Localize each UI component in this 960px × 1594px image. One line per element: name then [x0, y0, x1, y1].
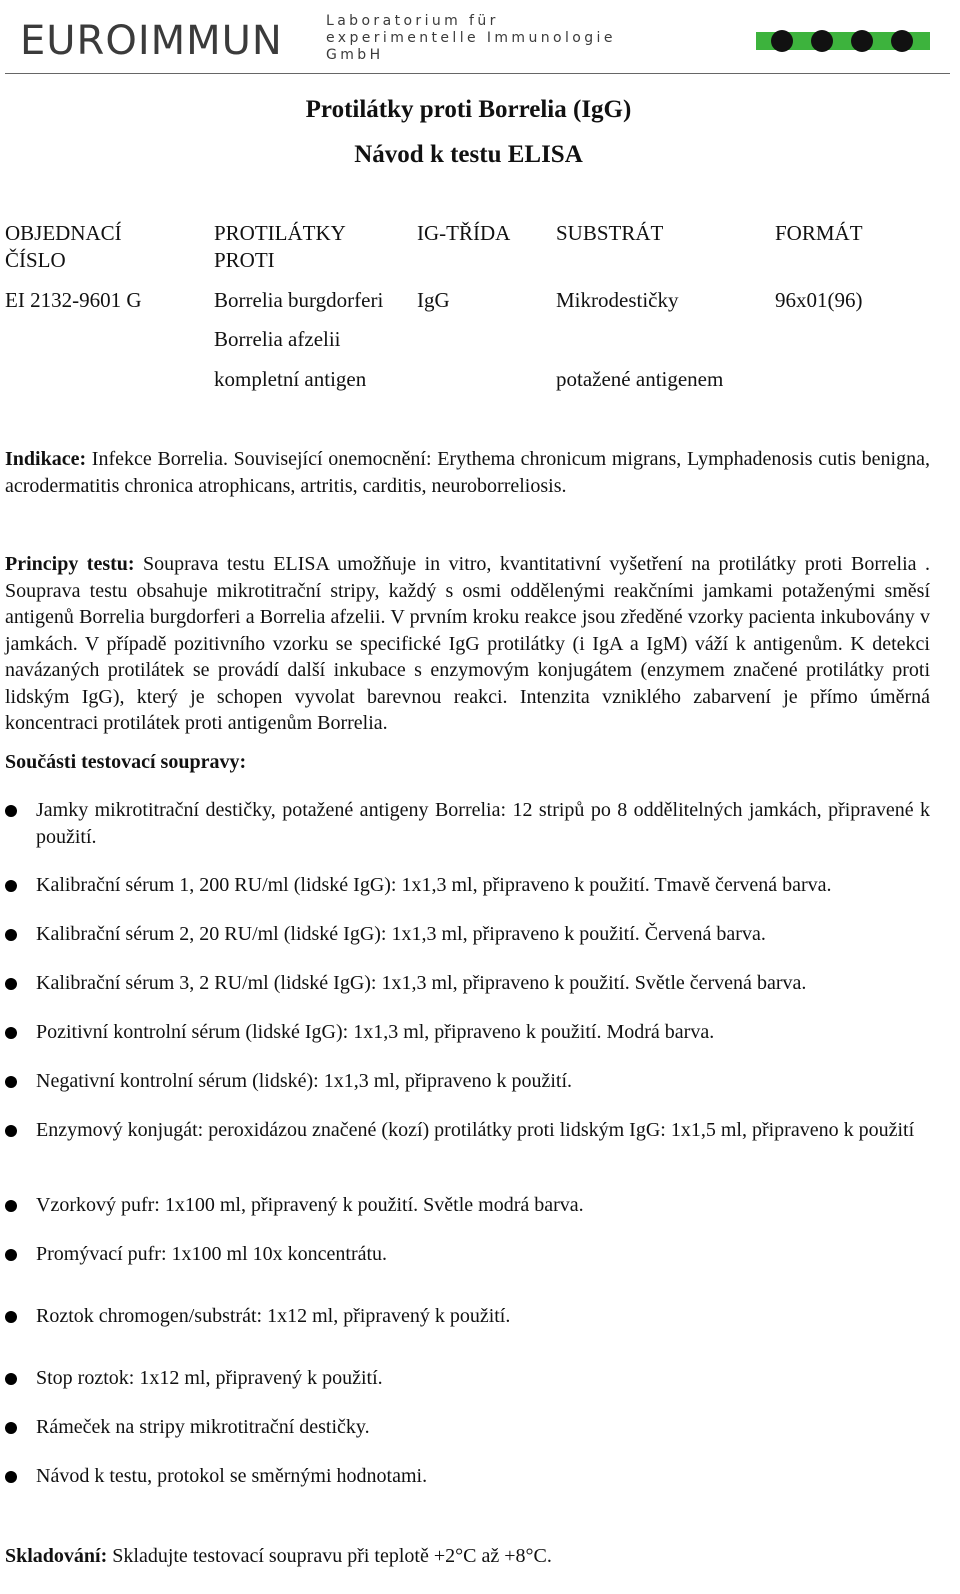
header-format: FORMÁT	[775, 221, 863, 245]
bullet-icon	[5, 1311, 17, 1323]
indication-text: Infekce Borrelia. Související onemocnění: Erythema chronicum migrans, Lymphadenosis cutis benigna, acrodermatitis chronica atrophicans, artritis, carditis, neuroborreliosis.	[5, 448, 930, 497]
antibodies-line2: Borrelia afzelii	[214, 327, 341, 351]
header-order-no-1: OBJEDNACÍ	[5, 221, 122, 245]
document-title: Protilátky proti Borrelia (IgG)	[305, 96, 632, 123]
substrate-line2: potažené antigenem	[556, 367, 724, 391]
antibodies-line3: kompletní antigen	[214, 367, 367, 391]
principle-text: Souprava testu ELISA umožňuje in vitro, kvantitativní vyšetření na protilátky proti Borrelia . Souprava testu obsahuje mikrotitrační stripy, každý s osmi oddělenými reakčními jamkami potaženými směsí antigenů Borrelia burgdorferi a Borrelia afzelii. V prvním kroku reakce jsou zředěné vzorky pacienta inkubovány v jamkách. V případě pozitivního vzorku se specifické IgG protilátky (i IgA a IgM) váží k antigenům. K detekci navázaných protilátek se provádí další inkubace s enzymovým konjugátem (enzymem značené protilátky proti lidským IgG), který je schopen vyvolat barevnou reakci. Intenzita vzniklého zabarvení je přímo úměrná koncentraci protilátek proti antigenům Borrelia.	[5, 553, 930, 734]
list-item: Kalibrační sérum 1, 200 RU/ml (lidské IgG): 1x1,3 ml, připraveno k použití. Tmavě červená barva.	[5, 872, 930, 899]
header-substrate: SUBSTRÁT	[556, 221, 664, 245]
bullet-icon	[5, 1422, 17, 1434]
bullet-icon	[5, 805, 17, 817]
bullet-icon	[5, 1471, 17, 1483]
header-ig-class: IG-TŘÍDA	[417, 221, 511, 245]
principle-paragraph	[5, 551, 930, 737]
list-item: Enzymový konjugát: peroxidázou značené (kozí) protilátky proti lidským IgG: 1x1,5 ml, připraveno k použití	[5, 1117, 930, 1144]
list-item: Návod k testu, protokol se směrnými hodnotami.	[5, 1463, 930, 1490]
list-item: Pozitivní kontrolní sérum (lidské IgG): 1x1,3 ml, připraveno k použití. Modrá barva.	[5, 1019, 930, 1046]
bullet-icon	[5, 1200, 17, 1212]
ig-class: IgG	[417, 288, 450, 312]
bullet-icon	[5, 978, 17, 990]
indication-label: Indikace:	[5, 448, 87, 470]
list-item: Jamky mikrotitrační destičky, potažené antigeny Borrelia: 12 stripů po 8 oddělitelných jamkách, připravené k použití.	[5, 797, 930, 851]
bullet-icon	[5, 1027, 17, 1039]
list-item: Kalibrační sérum 2, 20 RU/ml (lidské IgG): 1x1,3 ml, připraveno k použití. Červená barva.	[5, 921, 930, 948]
list-item: Vzorkový pufr: 1x100 ml, připravený k použití. Světle modrá barva.	[5, 1192, 930, 1219]
list-item: Promývací pufr: 1x100 ml 10x koncentrátu.	[5, 1241, 930, 1268]
lab-name-line2: experimentelle Immunologie	[326, 30, 616, 46]
components-title: Součásti testovací soupravy:	[5, 751, 247, 773]
header-divider	[5, 73, 950, 74]
order-no: EI 2132-9601 G	[5, 288, 142, 312]
document-subtitle: Návod k testu ELISA	[354, 141, 583, 168]
logo-green-bar-icon	[756, 30, 930, 52]
bullet-icon	[5, 880, 17, 892]
header-order-no-2: ČÍSLO	[5, 248, 66, 272]
substrate-line1: Mikrodestičky	[556, 288, 679, 312]
bullet-icon	[5, 1249, 17, 1261]
storage-label: Skladování:	[5, 1545, 108, 1567]
format: 96x01(96)	[775, 288, 863, 312]
bullet-icon	[5, 929, 17, 941]
lab-name-line1: Laboratorium für	[326, 13, 499, 29]
antibodies-line1: Borrelia burgdorferi	[214, 288, 384, 312]
bullet-icon	[5, 1373, 17, 1385]
storage-text: Skladujte testovací soupravu při teplotě +2°C až +8°C.	[107, 1545, 552, 1567]
list-item: Roztok chromogen/substrát: 1x12 ml, připravený k použití.	[5, 1303, 930, 1330]
lab-name	[326, 13, 616, 64]
header	[0, 0, 960, 75]
list-item: Stop roztok: 1x12 ml, připravený k použití.	[5, 1365, 930, 1392]
storage-note	[5, 1545, 552, 1568]
lab-name-line3: GmbH	[326, 47, 384, 63]
indication-paragraph	[5, 446, 930, 499]
company-logo: EUROIMMUN	[20, 18, 283, 64]
header-antibodies-2: PROTI	[214, 248, 275, 272]
principle-label: Principy testu:	[5, 553, 135, 575]
bullet-icon	[5, 1125, 17, 1137]
bullet-icon	[5, 1076, 17, 1088]
header-antibodies-1: PROTILÁTKY	[214, 221, 346, 245]
list-item: Negativní kontrolní sérum (lidské): 1x1,3 ml, připraveno k použití.	[5, 1068, 930, 1095]
list-item: Rámeček na stripy mikrotitrační destičky.	[5, 1414, 930, 1441]
list-item: Kalibrační sérum 3, 2 RU/ml (lidské IgG): 1x1,3 ml, připraveno k použití. Světle červená barva.	[5, 970, 930, 997]
